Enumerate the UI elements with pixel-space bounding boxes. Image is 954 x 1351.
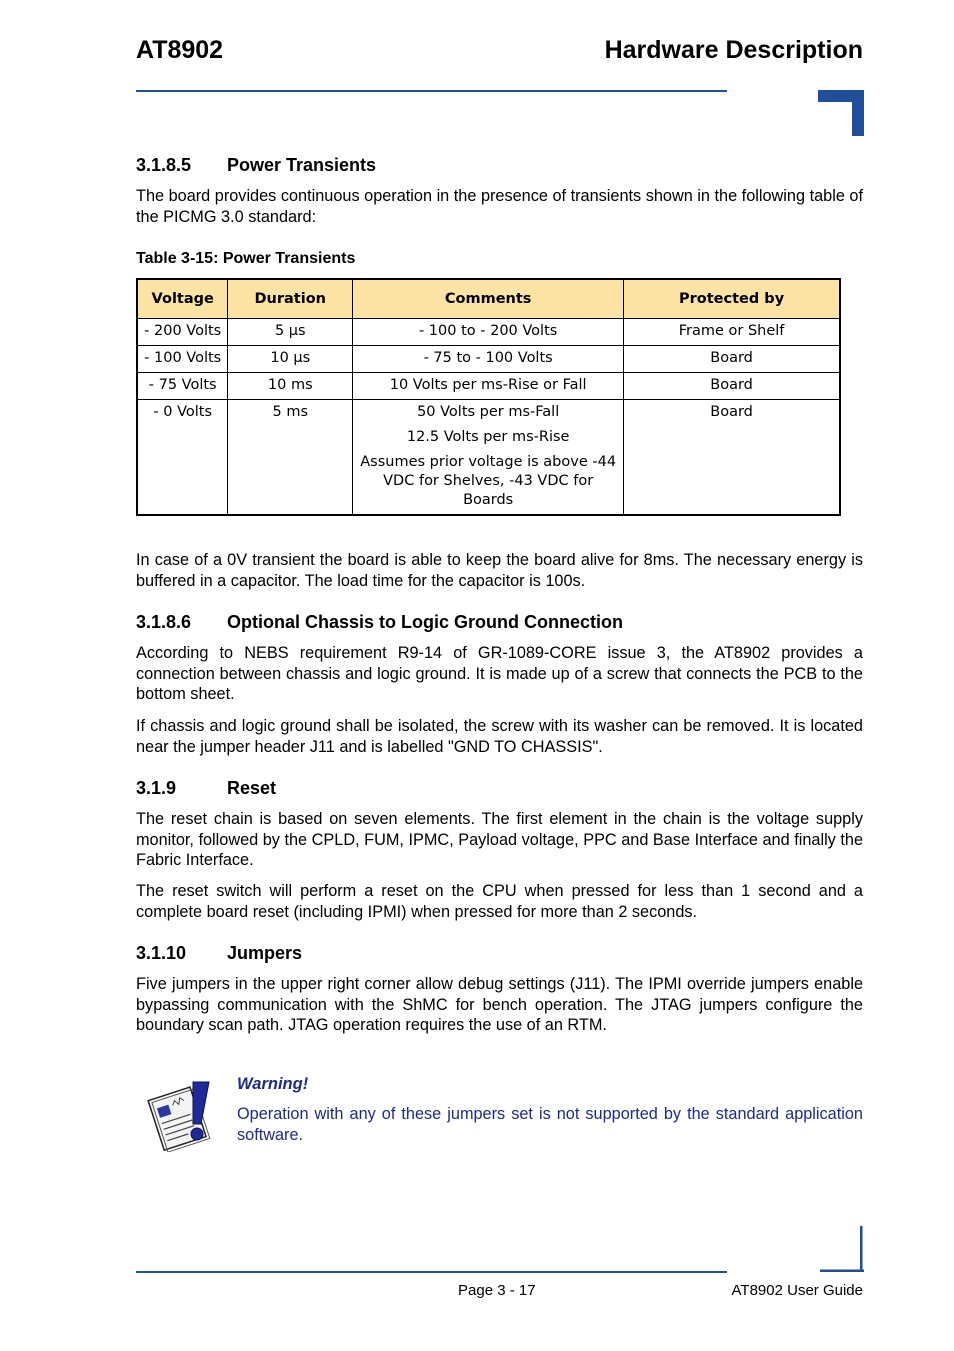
- column-header: Duration: [228, 279, 353, 319]
- paragraph: In case of a 0V transient the board is able to keep the board alive for 8ms. The necessary energy is buffered in a capacitor. The load time for the capacitor is 100s.: [136, 551, 863, 590]
- doc-title: AT8902: [136, 36, 224, 64]
- cell-voltage: - 0 Volts: [137, 400, 228, 516]
- cell-comments: - 100 to - 200 Volts: [353, 319, 624, 346]
- table-row: [137, 373, 840, 400]
- heading-jumpers: 3.1.10 Jumpers: [136, 943, 303, 963]
- cell-comments: 10 Volts per ms-Rise or Fall: [353, 373, 624, 400]
- cell-comments: - 75 to - 100 Volts: [353, 346, 624, 373]
- footer-rule: [136, 1271, 727, 1273]
- cell-protected-by: Frame or Shelf: [624, 319, 840, 346]
- cell-voltage: - 75 Volts: [137, 373, 228, 400]
- warning-title: Warning!: [237, 1075, 309, 1093]
- power-transients-table: [136, 278, 841, 516]
- cell-comments: 50 Volts per ms-Fall 12.5 Volts per ms-Rise Assumes prior voltage is above -44 VDC for Shelves, -43 VDC for Boards: [353, 400, 624, 516]
- paragraph: The reset switch will perform a reset on the CPU when pressed for less than 1 second and a complete board reset (including IPMI) when pressed for more than 2 seconds.: [136, 882, 863, 921]
- paragraph: According to NEBS requirement R9-14 of GR-1089-CORE issue 3, the AT8902 provides a connection between chassis and logic ground. It is made up of a screw that connects the PCB to the bottom sheet.: [136, 644, 863, 704]
- paragraph: Five jumpers in the upper right corner allow debug settings (J11). The IPMI override jumpers enable bypassing communication with the ShMC for bench operation. The JTAG jumpers configure the boundary scan path. JTAG operation requires the use of an RTM.: [136, 975, 863, 1035]
- warning-text: Operation with any of these jumpers set is not supported by the standard application software.: [237, 1105, 863, 1144]
- table-row: [137, 319, 840, 346]
- corner-mark-bottom: [820, 1226, 864, 1272]
- paragraph: If chassis and logic ground shall be isolated, the screw with its washer can be removed. It is located near the jumper header J11 and is labelled "GND TO CHASSIS".: [136, 717, 863, 756]
- table-caption: Table 3-15: Power Transients: [136, 250, 356, 267]
- cell-duration: 5 µs: [228, 319, 353, 346]
- paragraph: The board provides continuous operation in the presence of transients shown in the following table of the PICMG 3.0 standard:: [136, 187, 863, 226]
- cell-voltage: - 200 Volts: [137, 319, 228, 346]
- cell-duration: 10 µs: [228, 346, 353, 373]
- cell-voltage: - 100 Volts: [137, 346, 228, 373]
- heading-power-transients: 3.1.8.5 Power Transients: [136, 155, 377, 175]
- page-number: Page 3 - 17: [458, 1282, 536, 1299]
- header-rule: [136, 90, 727, 92]
- table-row: [137, 346, 840, 373]
- cell-duration: 5 ms: [228, 400, 353, 516]
- corner-mark-top: [818, 90, 864, 136]
- warning-notepad-icon: [143, 1078, 219, 1152]
- column-header: Comments: [353, 279, 624, 319]
- paragraph: The reset chain is based on seven elements. The first element in the chain is the voltage supply monitor, followed by the CPLD, FUM, IPMC, Payload voltage, PPC and Base Interface and finally the Fabric Interface.: [136, 810, 863, 870]
- table-row: [137, 400, 840, 516]
- footer-guide-name: AT8902 User Guide: [731, 1282, 863, 1299]
- heading-reset: 3.1.9 Reset: [136, 778, 277, 798]
- cell-protected-by: Board: [624, 373, 840, 400]
- table-header-row: [137, 279, 840, 319]
- heading-chassis-ground: 3.1.8.6 Optional Chassis to Logic Ground Connection: [136, 612, 623, 632]
- column-header: Protected by: [624, 279, 840, 319]
- chapter-title: Hardware Description: [604, 36, 863, 64]
- column-header: Voltage: [137, 279, 228, 319]
- cell-protected-by: Board: [624, 346, 840, 373]
- cell-protected-by: Board: [624, 400, 840, 516]
- cell-duration: 10 ms: [228, 373, 353, 400]
